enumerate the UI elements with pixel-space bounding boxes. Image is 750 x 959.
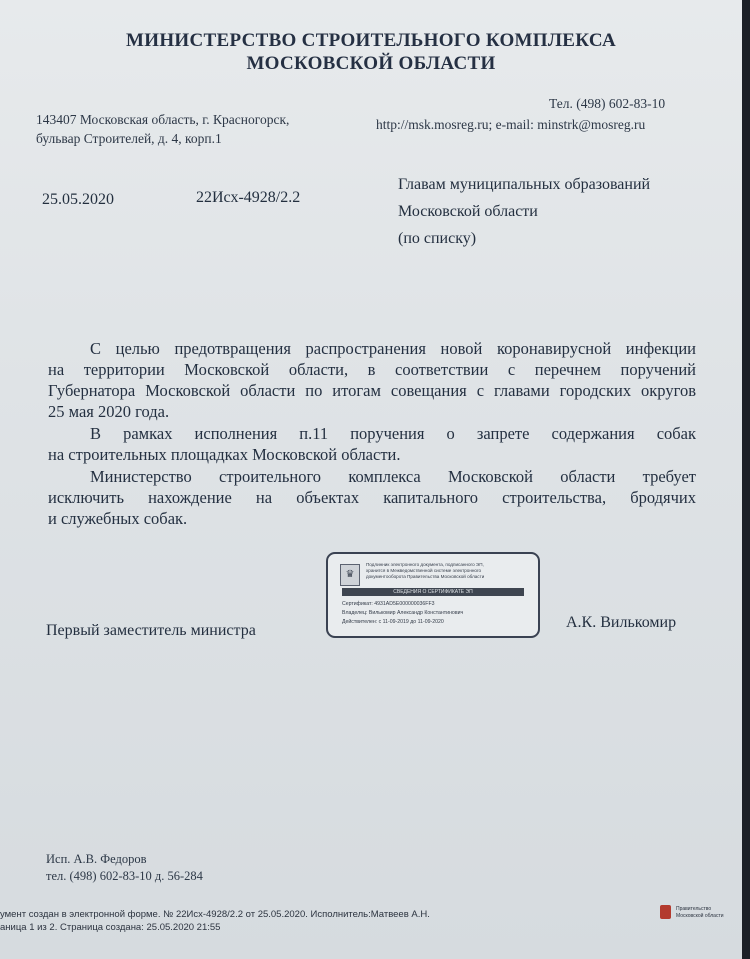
p1-line3: Губернатора Московской области по итогам совещания с главами городских округов <box>48 381 696 400</box>
p1-line2: на территории Московской области, в соответствии с перечнем поручений <box>48 360 696 379</box>
stamp-text-line1: Подлинник электронного документа, подписанного ЭП, <box>366 562 484 567</box>
ministry-title-line1: МИНИСТЕРСТВО СТРОИТЕЛЬНОГО КОМПЛЕКСА <box>126 30 616 51</box>
stamp-text-line3: документооборота Правительства Московской области <box>366 574 485 579</box>
p2-line1: В рамках исполнения п.11 поручения о запрете содержания собак <box>90 424 696 443</box>
coat-of-arms-icon: ♛ <box>340 564 360 586</box>
p3-line1: Министерство строительного комплекса Московской области требует <box>90 467 696 486</box>
footer-line2: аница 1 из 2. Страница создана: 25.05.2020 21:55 <box>0 922 221 933</box>
electronic-signature-stamp <box>326 552 540 638</box>
p2-line2: на строительных площадках Московской области. <box>48 445 401 464</box>
moscow-region-emblem-icon <box>660 905 671 919</box>
stamp-text-line2: хранится в Межведомственной системе электронного <box>366 568 482 573</box>
letter-number: 22Исх-4928/2.2 <box>196 189 301 206</box>
p1-line4: 25 мая 2020 года. <box>48 402 170 421</box>
recipient-line3: (по списку) <box>398 230 477 247</box>
signatory-name: А.К. Вилькомир <box>566 614 677 631</box>
address-line1: 143407 Московская область, г. Красногорск, <box>36 112 290 127</box>
recipient-line1: Главам муниципальных образований <box>398 176 651 193</box>
paragraph-2 <box>48 423 696 465</box>
stamp-certificate-banner: СВЕДЕНИЯ О СЕРТИФИКАТЕ ЭП <box>342 588 524 596</box>
stamp-certificate: Сертификат: 4931AD5E000000036FF3 <box>342 601 435 607</box>
recipient-line2: Московской области <box>398 203 538 220</box>
p3-line2: исключить нахождение на объектах капитального строительства, бродячих <box>48 488 696 507</box>
p1-line1: С целью предотвращения распространения новой коронавирусной инфекции <box>90 339 696 358</box>
photo-background-edge <box>742 0 750 959</box>
ministry-title-line2: МОСКОВСКОЙ ОБЛАСТИ <box>246 53 496 74</box>
executor-name: Исп. А.В. Федоров <box>46 852 147 866</box>
signatory-position: Первый заместитель министра <box>46 622 256 639</box>
address-line2: бульвар Строителей, д. 4, корп.1 <box>36 131 222 146</box>
ministry-web-email: http://msk.mosreg.ru; e-mail: minstrk@mosreg.ru <box>376 117 646 132</box>
stamp-text <box>366 562 532 580</box>
gov-label-line2: Московской области <box>676 913 724 919</box>
paragraph-1 <box>48 338 696 422</box>
executor-phone: тел. (498) 602-83-10 д. 56-284 <box>46 869 203 883</box>
ministry-phone: Тел. (498) 602-83-10 <box>549 96 666 111</box>
letter-date: 25.05.2020 <box>42 191 114 208</box>
footer-line1: умент создан в электронной форме. № 22Исх-4928/2.2 от 25.05.2020. Исполнитель:Матвеев А.Н. <box>0 909 430 920</box>
gov-label-line1: Правительство <box>676 906 712 912</box>
paragraph-3 <box>48 466 696 529</box>
p3-line3: и служебных собак. <box>48 509 188 528</box>
stamp-validity: Действителен: с 11-09-2019 до 11-09-2020 <box>342 619 444 625</box>
stamp-owner: Владелец: Вилькомир Александр Константинович <box>342 610 464 616</box>
